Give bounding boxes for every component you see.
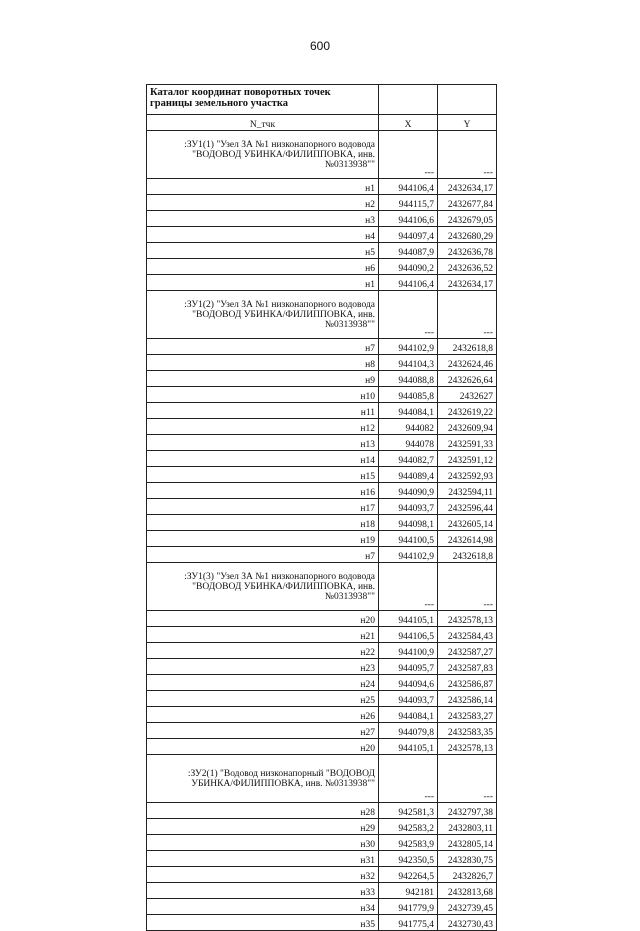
point-label: н9: [147, 371, 379, 387]
x-value: 944088,8: [379, 371, 438, 387]
coordinates-table-body: [147, 85, 497, 931]
point-label: н27: [147, 723, 379, 739]
table-row: [147, 883, 497, 899]
group-label: :ЗУ2(1) "Водовод низконапорный "ВОДОВОД УБИНКА/ФИЛИППОВКА, инв. №0313938"": [147, 755, 379, 803]
y-value: 2432586,14: [438, 691, 497, 707]
group-y-dash: ---: [438, 563, 497, 611]
point-label: н2: [147, 195, 379, 211]
table-row: [147, 467, 497, 483]
x-value: 942264,5: [379, 867, 438, 883]
x-value: 942350,5: [379, 851, 438, 867]
coordinates-table: [146, 84, 497, 931]
y-value: 2432583,35: [438, 723, 497, 739]
x-value: 944082: [379, 419, 438, 435]
y-value: 2432813,68: [438, 883, 497, 899]
table-row: [147, 339, 497, 355]
y-value: 2432805,14: [438, 835, 497, 851]
y-value: 2432679,05: [438, 211, 497, 227]
point-label: н31: [147, 851, 379, 867]
table-row: [147, 739, 497, 755]
table-row: [147, 515, 497, 531]
x-value: 944094,6: [379, 675, 438, 691]
table-row: [147, 195, 497, 211]
point-label: н6: [147, 259, 379, 275]
y-value: 2432591,12: [438, 451, 497, 467]
x-value: 944106,4: [379, 275, 438, 291]
x-value: 944089,4: [379, 467, 438, 483]
table-row: [147, 243, 497, 259]
table-row: [147, 387, 497, 403]
table-row: [147, 531, 497, 547]
point-label: н5: [147, 243, 379, 259]
page-number: 600: [309, 39, 331, 53]
y-value: 2432634,17: [438, 179, 497, 195]
y-value: 2432730,43: [438, 915, 497, 931]
y-value: 2432618,8: [438, 547, 497, 563]
y-value: 2432591,33: [438, 435, 497, 451]
point-label: н14: [147, 451, 379, 467]
table-row: [147, 691, 497, 707]
y-value: 2432677,84: [438, 195, 497, 211]
point-label: н28: [147, 803, 379, 819]
table-row: [147, 835, 497, 851]
y-value: 2432797,38: [438, 803, 497, 819]
y-value: 2432739,45: [438, 899, 497, 915]
y-value: 2432594,11: [438, 483, 497, 499]
table-row: [147, 547, 497, 563]
table-row: [147, 451, 497, 467]
y-value: 2432619,22: [438, 403, 497, 419]
y-value: 2432614,98: [438, 531, 497, 547]
table-row: [147, 707, 497, 723]
point-label: н20: [147, 611, 379, 627]
group-x-dash: ---: [379, 291, 438, 339]
y-value: 2432605,14: [438, 515, 497, 531]
y-value: 2432803,11: [438, 819, 497, 835]
group-y-dash: ---: [438, 131, 497, 179]
point-label: н18: [147, 515, 379, 531]
table-row: [147, 915, 497, 931]
y-value: 2432587,83: [438, 659, 497, 675]
x-value: 944100,9: [379, 643, 438, 659]
table-row: [147, 819, 497, 835]
x-value: 944100,5: [379, 531, 438, 547]
x-value: 944084,1: [379, 403, 438, 419]
table-row: [147, 899, 497, 915]
table-row: [147, 211, 497, 227]
point-label: н1: [147, 179, 379, 195]
column-header-point: N_тчк: [147, 115, 379, 131]
point-label: н30: [147, 835, 379, 851]
x-value: 944087,9: [379, 243, 438, 259]
y-value: 2432586,87: [438, 675, 497, 691]
x-value: 944115,7: [379, 195, 438, 211]
table-title-empty-y: [438, 85, 497, 115]
table-row: [147, 403, 497, 419]
y-value: 2432627: [438, 387, 497, 403]
x-value: 942583,2: [379, 819, 438, 835]
table-title-row: [147, 85, 497, 115]
x-value: 944090,9: [379, 483, 438, 499]
point-label: н16: [147, 483, 379, 499]
group-y-dash: ---: [438, 755, 497, 803]
point-label: н33: [147, 883, 379, 899]
group-row: [147, 563, 497, 611]
y-value: 2432584,43: [438, 627, 497, 643]
group-label: :ЗУ1(2) "Узел ЗА №1 низконапорного водовода "ВОДОВОД УБИНКА/ФИЛИППОВКА, инв. №0313938"": [147, 291, 379, 339]
table-title: Каталог координат поворотных точек границы земельного участка: [147, 85, 379, 115]
table-row: [147, 675, 497, 691]
y-value: 2432680,29: [438, 227, 497, 243]
x-value: 942181: [379, 883, 438, 899]
point-label: н8: [147, 355, 379, 371]
point-label: н21: [147, 627, 379, 643]
y-value: 2432830,75: [438, 851, 497, 867]
table-row: [147, 275, 497, 291]
point-label: н26: [147, 707, 379, 723]
x-value: 944078: [379, 435, 438, 451]
point-label: н34: [147, 899, 379, 915]
x-value: 944084,1: [379, 707, 438, 723]
x-value: 942583,9: [379, 835, 438, 851]
x-value: 944093,7: [379, 499, 438, 515]
table-row: [147, 419, 497, 435]
group-row: [147, 291, 497, 339]
point-label: н13: [147, 435, 379, 451]
point-label: н11: [147, 403, 379, 419]
x-value: 944095,7: [379, 659, 438, 675]
table-row: [147, 371, 497, 387]
point-label: н20: [147, 739, 379, 755]
point-label: н4: [147, 227, 379, 243]
y-value: 2432626,64: [438, 371, 497, 387]
x-value: 944105,1: [379, 739, 438, 755]
point-label: н24: [147, 675, 379, 691]
table-row: [147, 227, 497, 243]
point-label: н35: [147, 915, 379, 931]
point-label: н15: [147, 467, 379, 483]
y-value: 2432634,17: [438, 275, 497, 291]
point-label: н10: [147, 387, 379, 403]
point-label: н17: [147, 499, 379, 515]
table-row: [147, 723, 497, 739]
point-label: н7: [147, 339, 379, 355]
point-label: н1: [147, 275, 379, 291]
table-header-row: [147, 115, 497, 131]
group-row: [147, 755, 497, 803]
y-value: 2432578,13: [438, 739, 497, 755]
group-x-dash: ---: [379, 131, 438, 179]
y-value: 2432578,13: [438, 611, 497, 627]
x-value: 941775,4: [379, 915, 438, 931]
x-value: 944097,4: [379, 227, 438, 243]
point-label: н29: [147, 819, 379, 835]
x-value: 942581,3: [379, 803, 438, 819]
group-row: [147, 131, 497, 179]
x-value: 944102,9: [379, 547, 438, 563]
point-label: н22: [147, 643, 379, 659]
column-header-x: X: [379, 115, 438, 131]
x-value: 941779,9: [379, 899, 438, 915]
x-value: 944106,6: [379, 211, 438, 227]
table-row: [147, 611, 497, 627]
x-value: 944106,5: [379, 627, 438, 643]
y-value: 2432624,46: [438, 355, 497, 371]
group-x-dash: ---: [379, 563, 438, 611]
x-value: 944102,9: [379, 339, 438, 355]
x-value: 944105,1: [379, 611, 438, 627]
table-row: [147, 851, 497, 867]
point-label: н12: [147, 419, 379, 435]
point-label: н32: [147, 867, 379, 883]
y-value: 2432609,94: [438, 419, 497, 435]
y-value: 2432592,93: [438, 467, 497, 483]
group-x-dash: ---: [379, 755, 438, 803]
table-row: [147, 643, 497, 659]
y-value: 2432826,7: [438, 867, 497, 883]
x-value: 944098,1: [379, 515, 438, 531]
table-row: [147, 867, 497, 883]
point-label: н23: [147, 659, 379, 675]
table-row: [147, 627, 497, 643]
y-value: 2432583,27: [438, 707, 497, 723]
point-label: н3: [147, 211, 379, 227]
x-value: 944093,7: [379, 691, 438, 707]
y-value: 2432636,78: [438, 243, 497, 259]
y-value: 2432596,44: [438, 499, 497, 515]
x-value: 944082,7: [379, 451, 438, 467]
group-label: :ЗУ1(3) "Узел ЗА №1 низконапорного водовода "ВОДОВОД УБИНКА/ФИЛИППОВКА, инв. №0313938"": [147, 563, 379, 611]
x-value: 944085,8: [379, 387, 438, 403]
y-value: 2432587,27: [438, 643, 497, 659]
x-value: 944079,8: [379, 723, 438, 739]
table-title-empty-x: [379, 85, 438, 115]
x-value: 944104,3: [379, 355, 438, 371]
point-label: н19: [147, 531, 379, 547]
y-value: 2432636,52: [438, 259, 497, 275]
table-row: [147, 803, 497, 819]
x-value: 944106,4: [379, 179, 438, 195]
table-row: [147, 483, 497, 499]
point-label: н25: [147, 691, 379, 707]
x-value: 944090,2: [379, 259, 438, 275]
y-value: 2432618,8: [438, 339, 497, 355]
column-header-y: Y: [438, 115, 497, 131]
group-y-dash: ---: [438, 291, 497, 339]
group-label: :ЗУ1(1) "Узел ЗА №1 низконапорного водовода "ВОДОВОД УБИНКА/ФИЛИППОВКА, инв. №0313938"": [147, 131, 379, 179]
table-row: [147, 259, 497, 275]
table-row: [147, 499, 497, 515]
table-row: [147, 435, 497, 451]
table-row: [147, 179, 497, 195]
point-label: н7: [147, 547, 379, 563]
table-row: [147, 355, 497, 371]
table-row: [147, 659, 497, 675]
